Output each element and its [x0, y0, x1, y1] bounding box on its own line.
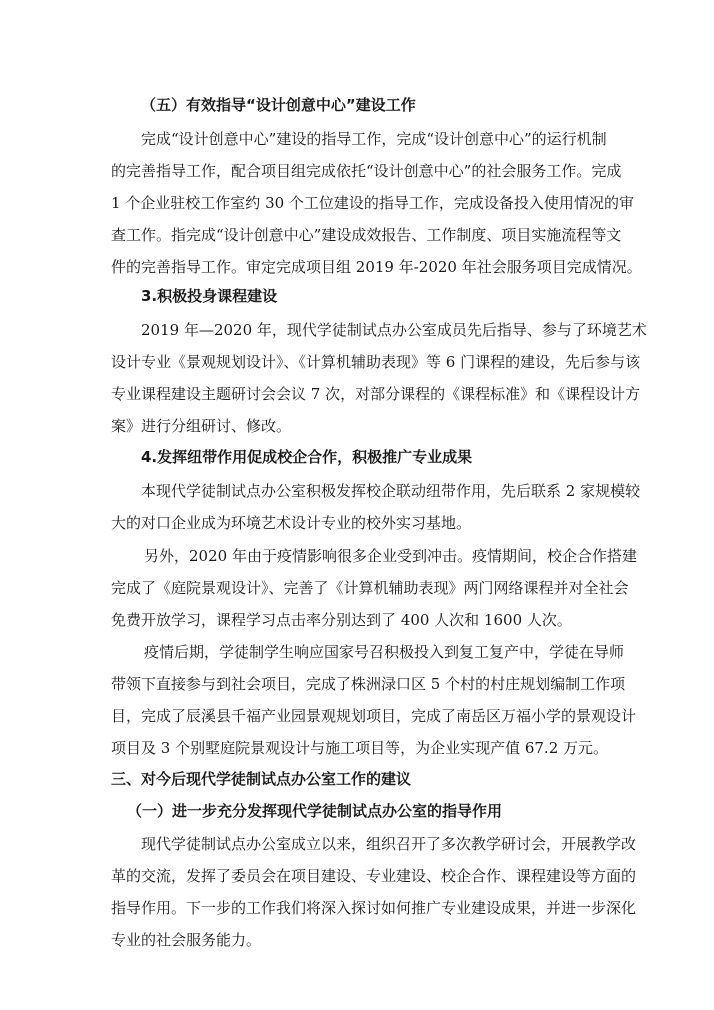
paragraph-line: 设计专业《景观规划设计》、《计算机辅助表现》等 6 门课程的建设，先后参与该 [111, 353, 641, 371]
paragraph-line: 另外，2020 年由于疫情影响很多企业受到冲击。疫情期间，校企合作搭建 [144, 547, 637, 565]
section-heading-design-center: （五）有效指导“设计创意中心”建设工作 [141, 96, 416, 114]
paragraph-line: 2019 年—2020 年，现代学徒制试点办公室成员先后指导、参与了环境艺术 [141, 321, 647, 339]
paragraph-line: 件的完善指导工作。审定完成项目组 2019 年-2020 年社会服务项目完成情况。 [111, 258, 642, 276]
paragraph-line: 1 个企业驻校工作室约 30 个工位建设的指导工作，完成设备投入使用情况的审 [111, 194, 634, 212]
paragraph-line: 大的对口企业成为环境艺术设计专业的校外实习基地。 [111, 514, 472, 532]
paragraph-line: 目，完成了辰溪县千福产业园景观规划项目，完成了南岳区万福小学的景观设计 [111, 707, 637, 725]
paragraph-line: 免费开放学习，课程学习点击率分别达到了 400 人次和 1600 人次。 [111, 611, 572, 629]
paragraph-line: 疫情后期，学徒制学生响应国家号召积极投入到复工复产中，学徒在导师 [144, 643, 625, 661]
paragraph-line: 专业的社会服务能力。 [111, 931, 262, 949]
paragraph-line: 查工作。指完成“设计创意中心”建设成效报告、工作制度、项目实施流程等文 [111, 226, 622, 244]
paragraph-line: 带领下直接参与到社会项目，完成了株洲渌口区 5 个村的村庄规划编制工作项 [111, 675, 626, 693]
paragraph-line: 革的交流，发挥了委员会在项目建设、专业建设、校企合作、课程建设等方面的 [111, 867, 637, 885]
section-heading-course-building: 3.积极投身课程建设 [141, 287, 278, 305]
paragraph-line: 案》进行分组研讨、修改。 [111, 417, 292, 435]
section-heading-school-enterprise: 4.发挥纽带作用促成校企合作，积极推广专业成果 [141, 448, 473, 466]
paragraph-line: 专业课程建设主题研讨会会议 7 次，对部分课程的《课程标准》和《课程设计方 [111, 385, 641, 403]
chapter-heading-suggestions: 三、对今后现代学徒制试点办公室工作的建议 [111, 770, 412, 788]
paragraph-line: 完成“设计创意中心”建设的指导工作，完成“设计创意中心”的运行机制 [141, 130, 607, 148]
paragraph-line: 指导作用。下一步的工作我们将深入探讨如何推广专业建设成果，并进一步深化 [111, 899, 637, 917]
paragraph-line: 本现代学徒制试点办公室积极发挥校企联动纽带作用，先后联系 2 家规模较 [141, 482, 641, 500]
section-heading-guidance-role: （一）进一步充分发挥现代学徒制试点办公室的指导作用 [127, 802, 503, 820]
paragraph-line: 完成了《庭院景观设计》、完善了《计算机辅助表现》两门网络课程并对全社会 [111, 579, 629, 597]
paragraph-line: 项目及 3 个别墅庭院景观设计与施工项目等，为企业实现产值 67.2 万元。 [111, 739, 609, 757]
paragraph-line: 现代学徒制试点办公室成立以来，组织召开了多次教学研讨会，开展教学改 [141, 835, 637, 853]
paragraph-line: 的完善指导工作，配合项目组完成依托“设计创意中心”的社会服务工作。完成 [111, 162, 622, 180]
